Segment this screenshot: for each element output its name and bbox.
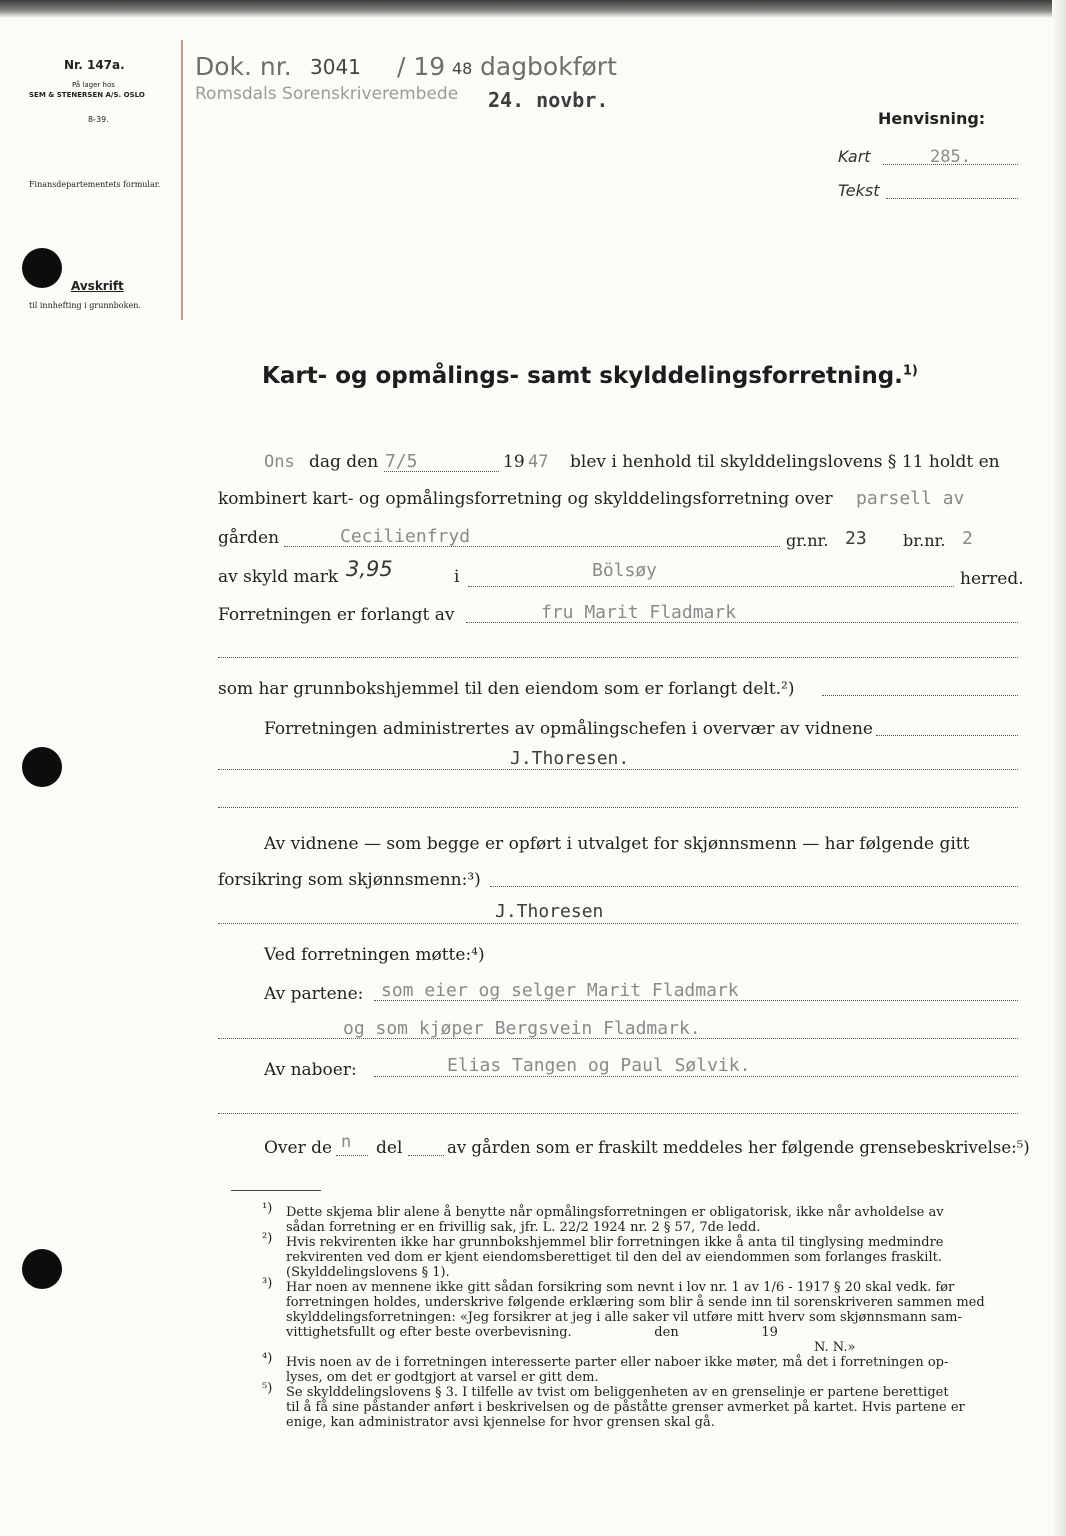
stamp-prefix: Dok. nr. (195, 52, 292, 81)
line2-value: parsell av (856, 488, 965, 509)
year-value: 47 (528, 452, 549, 472)
footnote-3-mark: ³) (262, 1276, 273, 1291)
footnote-4-line-2: lyses, om det er godtgjort at varsel er gitt dem. (286, 1370, 599, 1385)
witnesses-text: Av vidnene — som begge er opført i utvalget for skjønnsmenn — har følgende gitt (264, 834, 970, 854)
over-de-dotted-line (336, 1155, 368, 1156)
assurance-extra-line (218, 923, 1018, 924)
assurance-dotted-line (490, 886, 1018, 887)
grunnbok-text: som har grunnbokshjemmel til den eiendom som er forlangt delt.²) (218, 679, 795, 699)
herred-label: herred. (960, 569, 1024, 589)
tekst-dotted-line (886, 198, 1018, 199)
copy-label: Avskrift (71, 279, 124, 293)
reference-heading: Henvisning: (878, 109, 986, 128)
year-prefix: 19 (503, 452, 525, 472)
neighbours-dotted-line (374, 1076, 1018, 1077)
kart-label: Kart (838, 147, 871, 166)
footnote-5-line-2: til å få sine påstander anført i beskrivelsen og de påståtte grenser avmerket på kartet. Hvis partene er (286, 1400, 965, 1415)
footnote-3-line-5: N. N.» (814, 1340, 856, 1355)
footnote-3-line-1: Har noen av mennene ikke gitt sådan forsikring som nevnt i lov nr. 1 av 1/6 - 1917 § 20 skal vedk. før (286, 1280, 955, 1295)
farm-label: gården (218, 528, 280, 548)
line2-text: kombinert kart- og opmålingsforretning og skylddelingsforretning over (218, 489, 833, 509)
stamp-date: 24. novbr. (488, 88, 609, 112)
herred-value: Bölsøy (592, 560, 658, 581)
footnote-4-mark: ⁴) (262, 1351, 273, 1366)
stamp-year: / 19 (397, 52, 446, 81)
farm-value: Cecilienfryd (340, 526, 471, 547)
footnote-rule (231, 1190, 321, 1191)
footnote-1-line-2: sådan forretning er en frivillig sak, jfr. L. 22/2 1924 nr. 2 § 57, 7de ledd. (286, 1220, 761, 1235)
page-title-text: Kart- og opmålings- samt skylddelingsforretning. (262, 363, 903, 389)
attended-label: Ved forretningen møtte:⁴) (264, 945, 485, 965)
parties-line2: og som kjøper Bergsvein Fladmark. (343, 1018, 701, 1039)
del-label: del (376, 1138, 403, 1158)
brnr-value: 2 (962, 528, 973, 549)
footnote-3-line-2: forretningen holdes, underskrive følgende erklæring som blir å sende inn til sorenskriveren sammen med (286, 1295, 985, 1310)
over-de-value: n (341, 1132, 352, 1152)
requested-label: Forretningen er forlangt av (218, 605, 455, 625)
day-typed: Ons (264, 452, 295, 472)
footnote-1-line-1: Dette skjema blir alene å benytte når opmålingsforretningen er obligatorisk, ikke når avholdelse av (286, 1205, 944, 1220)
assurance-label: forsikring som skjønnsmenn:³) (218, 870, 481, 890)
punch-hole-2 (22, 747, 62, 787)
herred-dotted-line (468, 586, 954, 587)
footnote-2-line-2: rekvirenten ved dom er kjent eiendomsberettiget til den del av eiendommen som forlanges fraskilt. (286, 1250, 942, 1265)
parties-label: Av partene: (264, 984, 364, 1004)
requested-extra-line (218, 657, 1018, 658)
footnote-1-mark: ¹) (262, 1201, 273, 1216)
stamp-office: Romsdals Sorenskriverembede (195, 84, 459, 104)
del-dotted-line (408, 1155, 444, 1156)
stamp-doc-number: 3041 (310, 55, 361, 79)
requested-value: fru Marit Fladmark (541, 602, 737, 623)
neighbours-label: Av naboer: (264, 1060, 357, 1080)
punch-hole-3 (22, 1249, 62, 1289)
stamp-suffix: dagbokført (480, 52, 617, 81)
scan-top-edge (0, 0, 1066, 18)
scan-right-edge (1052, 0, 1066, 1536)
print-date: 8-39. (88, 115, 109, 124)
witness-extra-line (218, 807, 1018, 808)
grnr-label: gr.nr. (786, 531, 829, 550)
date-value: 7/5 (385, 451, 418, 472)
day-label: dag den (309, 452, 379, 472)
form-number: Nr. 147a. (64, 58, 125, 72)
form-owner: Finansdepartementets formular. (29, 180, 161, 189)
footnote-3-line-4: vittighetsfullt og efter beste overbevisning. den 19 (286, 1325, 778, 1340)
witness1: J.Thoresen. (510, 748, 630, 769)
punch-hole-1 (22, 248, 62, 288)
footnote-4-line-1: Hvis noen av de i forretningen interesserte parter eller naboer ikke møter, må det i forretningen op- (286, 1355, 949, 1370)
boundary-text: av gården som er fraskilt meddeles her følgende grensebeskrivelse:⁵) (447, 1138, 1030, 1158)
neighbours-value: Elias Tangen og Paul Sølvik. (447, 1055, 751, 1076)
title-footnote-mark: 1) (902, 363, 918, 379)
grunnbok-dotted-line (822, 695, 1018, 696)
admin-dotted-line (876, 735, 1018, 736)
footnote-2-mark: ²) (262, 1231, 273, 1246)
footnote-2-line-3: (Skylddelingslovens § 1). (286, 1265, 450, 1280)
stamp-year-digits: 48 (452, 59, 473, 78)
footnote-3-line-3: skylddelingsforretningen: «Jeg forsikrer at jeg i alle saker vil utføre mitt hverv som skjønnsmann sam- (286, 1310, 962, 1325)
copy-note: til innhefting i grunnboken. (29, 301, 141, 310)
skyld-value: 3,95 (346, 557, 393, 581)
skyld-label: av skyld mark (218, 567, 339, 587)
footnote-5-line-1: Se skylddelingslovens § 3. I tilfelle av tvist om beliggenheten av en grenselinje er partene berettiget (286, 1385, 949, 1400)
footnote-5-mark: ⁵) (262, 1381, 273, 1396)
footnote-5-line-3: enige, kan administrator avsi kjennelse for hvor grensen skal gå. (286, 1415, 715, 1430)
assurance-value: J.Thoresen (495, 901, 604, 922)
margin-rule (181, 40, 183, 320)
publisher-line1: På lager hos (72, 81, 115, 89)
grnr-value: 23 (845, 528, 867, 549)
witness1-dotted-line (218, 769, 1018, 770)
tekst-label: Tekst (838, 181, 880, 200)
brnr-label: br.nr. (903, 531, 946, 550)
line1-rest: blev i henhold til skylddelingslovens § 11 holdt en (570, 452, 1000, 472)
publisher-line2: SEM & STENERSEN A/S. OSLO (29, 91, 145, 99)
page-title (262, 363, 918, 389)
kart-value: 285. (930, 147, 971, 167)
over-de-label: Over de (264, 1138, 333, 1158)
footnote-2-line-1: Hvis rekvirenten ikke har grunnbokshjemmel blir forretningen ikke å anta til tinglysing medmindre (286, 1235, 944, 1250)
neighbours-extra-line (218, 1113, 1018, 1114)
parties-line1: som eier og selger Marit Fladmark (381, 980, 739, 1001)
admin-text: Forretningen administrertes av opmålingschefen i overvær av vidnene (264, 719, 873, 739)
i-label: i (454, 567, 460, 587)
